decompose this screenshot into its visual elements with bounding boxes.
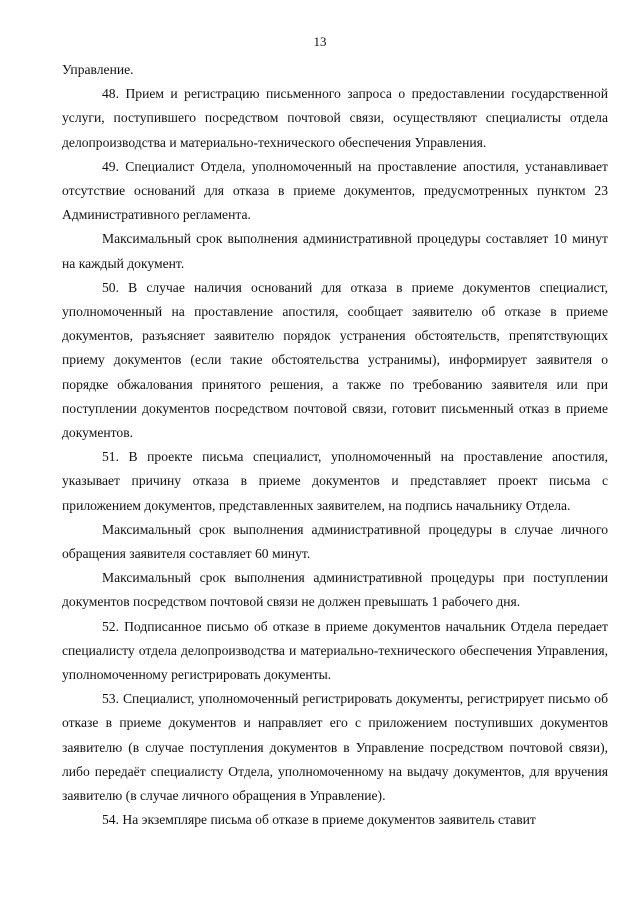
page-number: 13 [313,34,327,49]
paragraph-51-time-limit-personal: Максимальный срок выполнения административной процедуры в случае личного обращения заявителя составляет 60 минут. [62,521,608,562]
paragraph-54: 54. На экземпляре письма об отказе в приеме документов заявитель ставит [102,812,536,828]
paragraph-48: 48. Прием и регистрацию письменного запроса о предоставлении государственной услуги, поступившего посредством почтовой связи, осуществляют специалисты отдела делопроизводства и материально-технического обеспечения Управления. [62,86,608,150]
paragraph-51: 51. В проекте письма специалист, уполномоченный на проставление апостиля, указывает причину отказа в приеме документов и представляет проект письма с приложением документов, представленных заявителем, на подпись начальнику Отдела. [62,449,608,513]
paragraph-53: 53. Специалист, уполномоченный регистрировать документы, регистрирует письмо об отказе в приеме документов и направляет его с приложением поступивших документов заявителю (в случае поступления документов в Управление посредством почтовой связи), либо передаёт специалисту Отдела, уполномоченному на выдачу документов, для вручения заявителю (в случае личного обращения в Управление). [62,691,608,804]
paragraph-50: 50. В случае наличия оснований для отказа в приеме документов специалист, уполномоченный на проставление апостиля, сообщает заявителю об отказе в приеме документов, разъясняет заявителю порядок устранения обстоятельств, препятствующих приему документов (если такие обстоятельства устранимы), информирует заявителя о порядке обжалования принятого решения, а также по требованию заявителя или при поступлении документов посредством почтовой связи, готовит письменный отказ в приеме документов. [62,279,608,441]
paragraph-49: 49. Специалист Отдела, уполномоченный на проставление апостиля, устанавливает отсутствие оснований для отказа в приеме документов, предусмотренных пунктом 23 Административного регламента. [62,158,608,223]
paragraph-49-time-limit: Максимальный срок выполнения административной процедуры составляет 10 минут на каждый документ. [62,231,608,271]
paragraph-continuation: Управление. [62,62,134,77]
document-body [62,58,608,833]
paragraph-51-time-limit-postal: Максимальный срок выполнения административной процедуры при поступлении документов посредством почтовой связи не должен превышать 1 рабочего дня. [62,570,608,610]
paragraph-52: 52. Подписанное письмо об отказе в приеме документов начальник Отдела передает специалисту отдела делопроизводства и материально-технического обеспечения Управления, уполномоченному регистрировать документы. [62,618,608,683]
